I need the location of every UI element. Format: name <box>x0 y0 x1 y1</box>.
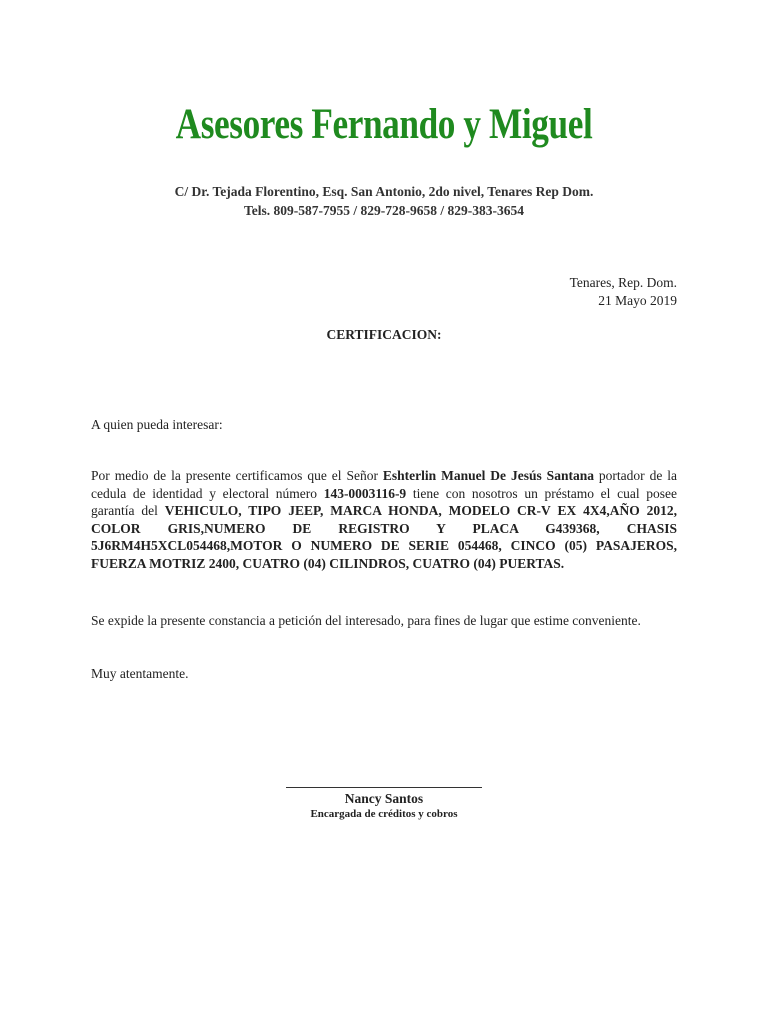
company-phones: Tels. 809-587-7955 / 829-728-9658 / 829-383-3654 <box>244 203 524 218</box>
company-address: C/ Dr. Tejada Florentino, Esq. San Antonio, 2do nivel, Tenares Rep Dom. <box>174 184 594 199</box>
client-name: Eshterlin Manuel De Jesús Santana <box>382 468 594 483</box>
id-text: portador de la cedula de identidad y electoral número <box>91 468 678 501</box>
document-heading: CERTIFICACION: <box>326 327 442 342</box>
signature-line <box>286 787 482 788</box>
place-date-block <box>570 274 677 310</box>
date: 21 Mayo 2019 <box>598 293 677 308</box>
vehicle-details: VEHICULO, TIPO JEEP, MARCA HONDA, MODELO CR-V EX 4X4,AÑO 2012, COLOR GRIS,NUMERO DE REGISTRO Y PLACA G439368, CHASIS 5J6RM4H5XCL054468,MOTOR O NUMERO DE SERIE 054468, CINCO (05) PASAJEROS, FUERZA MOTRIZ 2400, CUATRO (04) CILINDROS, CUATRO (04) PUERTAS. <box>91 503 677 571</box>
loan-text: tiene con nosotros un préstamo el cual posee garantía del <box>91 485 677 518</box>
intro-text: Por medio de la presente certificamos que el Señor <box>91 468 383 483</box>
sign-off: Muy atentamente. <box>91 666 189 681</box>
id-number: 143-0003116-9 <box>323 485 407 501</box>
place: Tenares, Rep. Dom. <box>569 275 677 290</box>
salutation: A quien pueda interesar: <box>91 417 223 432</box>
signer-role: Encargada de créditos y cobros <box>310 808 458 820</box>
company-name: Asesores Fernando y Miguel <box>175 101 593 148</box>
closing-paragraph: Se expide la presente constancia a petición del interesado, para fines de lugar que estime conveniente. <box>91 613 641 628</box>
certification-paragraph <box>91 467 677 572</box>
signer-name: Nancy Santos <box>344 791 424 806</box>
